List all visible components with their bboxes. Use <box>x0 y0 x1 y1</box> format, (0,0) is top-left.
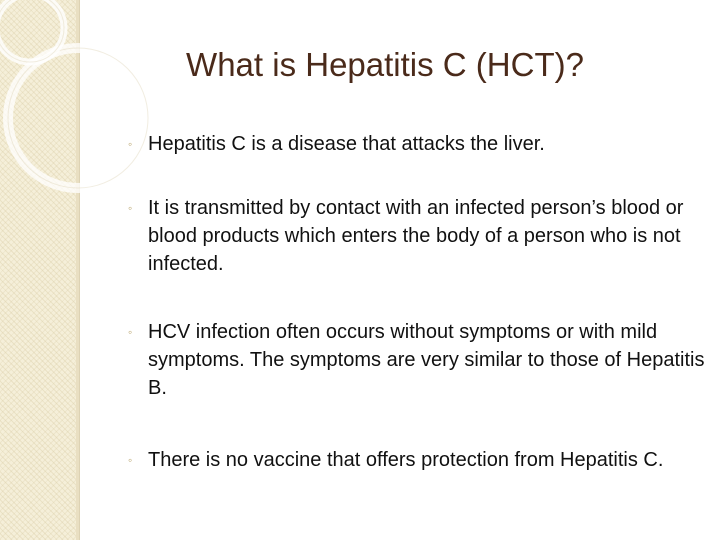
bullet-item <box>128 446 708 474</box>
bullet-text: HCV infection often occurs without symptoms or with mild symptoms. The symptoms are very similar to those of Hepatitis B. <box>148 321 705 399</box>
bullet-item <box>128 194 708 278</box>
decorative-rings <box>0 0 160 220</box>
bullet-text: Hepatitis C is a disease that attacks the liver. <box>148 133 545 155</box>
bullet-item <box>128 318 708 402</box>
bullet-marker-icon: ◦ <box>128 137 133 151</box>
bullet-item <box>128 130 708 158</box>
bullet-marker-icon: ◦ <box>128 201 133 215</box>
slide-title: What is Hepatitis C (HCT)? <box>186 46 584 83</box>
bullet-marker-icon: ◦ <box>128 325 133 339</box>
bullet-marker-icon: ◦ <box>128 453 133 467</box>
bullet-text: There is no vaccine that offers protection from Hepatitis C. <box>148 449 664 471</box>
bullet-text: It is transmitted by contact with an infected person’s blood or blood products which enters the body of a person who is not infected. <box>148 197 684 275</box>
